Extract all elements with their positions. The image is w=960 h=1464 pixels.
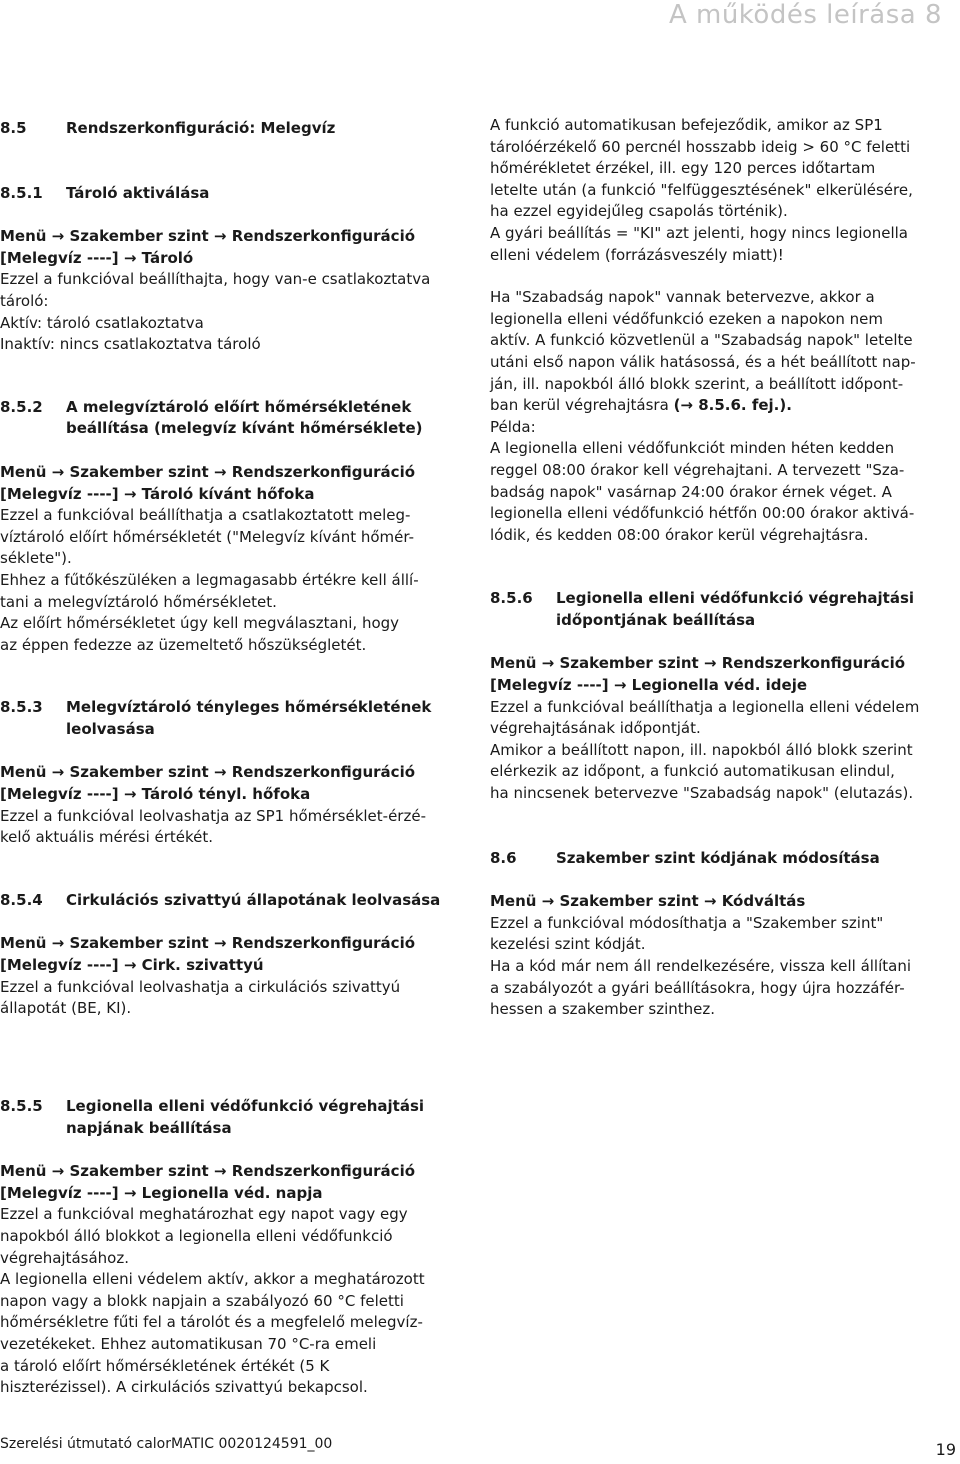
body-line: Amikor a beállított napon, ill. napokból álló blokk szerint <box>490 740 913 759</box>
menu-path: Menü → Szakember szint → Rendszerkonfiguráció <box>0 1162 416 1181</box>
menu-path: [Melegvíz ----] → Tároló <box>0 248 194 267</box>
body-line: hőmérékletet érzékel, ill. egy 120 perces időtartam <box>490 159 876 178</box>
page-number: 19 <box>935 1440 956 1459</box>
section-heading-8-5-6 <box>490 588 952 631</box>
body-line: tani a melegvíztároló hőmérsékletet. <box>0 592 277 611</box>
menu-path: Menü → Szakember szint → Kódváltás <box>490 892 806 911</box>
body-line: kelő aktuális mérési értékét. <box>0 828 214 847</box>
section-title: Legionella elleni védőfunkció végrehajtási <box>66 1097 425 1115</box>
body-line: az éppen fedezze az üzemeltető hőszükségletét. <box>0 635 367 654</box>
section-number: 8.5.5 <box>0 1097 43 1115</box>
menu-path: Menü → Szakember szint → Rendszerkonfiguráció <box>0 934 416 953</box>
section-heading-8-5-3 <box>0 697 470 740</box>
section-heading-8-5-2 <box>0 397 470 440</box>
section-title: A melegvíztároló előírt hőmérsékletének <box>66 397 412 416</box>
body-line: végrehajtásának időpontját. <box>490 719 701 738</box>
section-title: Legionella elleni védőfunkció végrehajtási <box>556 589 915 608</box>
menu-path: [Melegvíz ----] → Legionella véd. ideje <box>490 676 808 695</box>
body-line: Példa: <box>490 417 536 436</box>
running-header: A működés leírása 8 <box>668 0 942 30</box>
body-line: Ezzel a funkcióval leolvashatja a cirkulációs szivattyú <box>0 977 401 996</box>
body-line: ha nincsenek betervezve "Szabadság napok" (elutazás). <box>490 784 914 803</box>
body-line: utáni első napon válik hatásossá, és a hét beállított nap- <box>490 352 916 371</box>
cross-reference: (→ 8.5.6. fej.). <box>673 396 792 415</box>
body-line: reggel 08:00 órakor kell végrehajtani. A tervezett "Sza- <box>490 460 905 479</box>
body-line: tároló: <box>0 291 49 310</box>
body-line: hessen a szakember szinthez. <box>490 1000 716 1019</box>
section-number: 8.5.1 <box>0 183 43 202</box>
section-number: 8.6 <box>490 848 517 867</box>
section-heading-8-5-1 <box>0 183 470 205</box>
body-line: Ha a kód már nem áll rendelkezésére, vissza kell állítani <box>490 957 912 975</box>
body-line: Ezzel a funkcióval beállíthajta, hogy van-e csatlakoztatva <box>0 270 431 289</box>
section-title: napjának beállítása <box>66 1118 232 1137</box>
section-heading-8-5 <box>0 118 470 140</box>
menu-path: [Melegvíz ----] → Tároló tényl. hőfoka <box>0 785 311 804</box>
body-line: víztároló előírt hőmérsékletét ("Melegvíz kívánt hőmér- <box>0 527 415 546</box>
body-line: vezetékeket. Ehhez automatikusan 70 °C-ra emeli <box>0 1334 377 1353</box>
section-title: időpontjának beállítása <box>556 610 756 629</box>
body-line: letelte után (a funkció "felfüggesztésének" elkerülésére, <box>490 180 913 199</box>
body-line: legionella elleni védőfunkció ezeken a napokon nem <box>490 309 883 328</box>
menu-path: Menü → Szakember szint → Rendszerkonfiguráció <box>0 462 416 481</box>
footer-document-title: Szerelési útmutató calorMATIC 0020124591_00 <box>0 1436 333 1452</box>
body-line: legionella elleni védőfunkció hétfőn 00:00 órakor aktivá- <box>490 504 915 523</box>
section-title: Cirkulációs szivattyú állapotának leolvasása <box>66 890 441 909</box>
section-title: Tároló aktiválása <box>66 183 210 202</box>
body-text: ban kerül végrehajtásra <box>490 396 674 415</box>
right-column <box>490 115 952 1021</box>
body-line: Ezzel a funkcióval meghatározhat egy napot vagy egy <box>0 1205 408 1224</box>
body-line: a szabályozót a gyári beállításokra, hogy újra hozzáfér- <box>490 978 905 997</box>
body-line: tárolóérzékelő 60 percnél hosszabb ideig > 60 °C feletti <box>490 137 911 156</box>
body-line: Inaktív: nincs csatlakoztatva tároló <box>0 335 261 354</box>
menu-path: [Melegvíz ----] → Cirk. szivattyú <box>0 956 264 975</box>
section-number: 8.5 <box>0 119 27 137</box>
body-line: Aktív: tároló csatlakoztatva <box>0 313 204 332</box>
body-line: Ezzel a funkcióval beállíthatja a csatlakoztatott meleg- <box>0 506 411 525</box>
section-title: Rendszerkonfiguráció: Melegvíz <box>66 119 336 137</box>
body-line: aktív. A funkció közvetlenül a "Szabadság napok" letelte <box>490 331 913 350</box>
body-line: Az előírt hőmérsékletet úgy kell megválasztani, hogy <box>0 614 400 633</box>
body-line: badság napok" vasárnap 24:00 órakor érnek véget. A <box>490 482 892 501</box>
menu-path: Menü → Szakember szint → Rendszerkonfiguráció <box>490 654 906 673</box>
body-line: kezelési szint kódját. <box>490 935 646 954</box>
section-heading-8-5-4 <box>0 890 470 912</box>
body-line: Ehhez a fűtőkészüléken a legmagasabb értékre kell állí- <box>0 570 419 589</box>
body-line: hőmérsékletre fűti fel a tárolót és a megfelelő melegvíz- <box>0 1313 423 1332</box>
body-line: állapotát (BE, KI). <box>0 999 132 1018</box>
body-line: elérkezik az időpont, a funkció automatikusan elindul, <box>490 762 895 781</box>
body-line: napokból álló blokkot a legionella elleni védőfunkció <box>0 1226 393 1245</box>
body-line: hiszterézissel). A cirkulációs szivattyú bekapcsol. <box>0 1378 368 1397</box>
section-number: 8.5.2 <box>0 397 43 416</box>
body-line: ha ezzel egyidejűleg csapolás történik). <box>490 202 788 221</box>
body-line: A funkció automatikusan befejeződik, amikor az SP1 <box>490 116 883 134</box>
body-line: Ha "Szabadság napok" vannak betervezve, akkor a <box>490 288 875 307</box>
body-line: Ezzel a funkcióval leolvashatja az SP1 hőmérséklet-érzé- <box>0 806 426 825</box>
section-number: 8.5.3 <box>0 698 43 717</box>
section-number: 8.5.4 <box>0 890 43 909</box>
body-line: Ezzel a funkcióval módosíthatja a "Szakember szint" <box>490 913 884 932</box>
body-line: elleni védelem (forrázásveszély miatt)! <box>490 245 784 264</box>
section-number: 8.5.6 <box>490 589 533 608</box>
menu-path: Menü → Szakember szint → Rendszerkonfiguráció <box>0 227 416 246</box>
body-line <box>490 395 952 417</box>
menu-path: [Melegvíz ----] → Legionella véd. napja <box>0 1183 323 1202</box>
body-line: Ezzel a funkcióval beállíthatja a legionella elleni védelem <box>490 697 920 716</box>
body-line: A gyári beállítás = "KI" azt jelenti, hogy nincs legionella <box>490 223 908 242</box>
section-heading-8-5-5 <box>0 1096 470 1139</box>
menu-path: Menü → Szakember szint → Rendszerkonfiguráció <box>0 763 416 782</box>
section-title: Melegvíztároló tényleges hőmérsékletének <box>66 698 432 717</box>
section-title: beállítása (melegvíz kívánt hőmérséklete) <box>66 419 423 438</box>
bottom-section <box>0 1096 470 1399</box>
body-line: a tároló előírt hőmérsékletének értékét (5 K <box>0 1356 330 1375</box>
section-title: Szakember szint kódjának módosítása <box>556 848 880 867</box>
body-line: séklete"). <box>0 549 72 568</box>
body-line: napon vagy a blokk napjain a szabályozó 60 °C feletti <box>0 1291 404 1310</box>
menu-path: [Melegvíz ----] → Tároló kívánt hőfoka <box>0 484 315 503</box>
body-line: A legionella elleni védelem aktív, akkor a meghatározott <box>0 1270 425 1289</box>
body-line: lódik, és kedden 08:00 órakor kerül végrehajtásra. <box>490 525 869 544</box>
body-line: A legionella elleni védőfunkciót minden héten kedden <box>490 439 895 458</box>
left-column <box>0 118 470 1020</box>
body-line: ján, ill. napokból álló blokk szerint, a beállított időpont- <box>490 374 904 393</box>
section-title: leolvasása <box>66 719 155 738</box>
section-heading-8-6 <box>490 848 952 870</box>
body-line: végrehajtásához. <box>0 1248 129 1267</box>
